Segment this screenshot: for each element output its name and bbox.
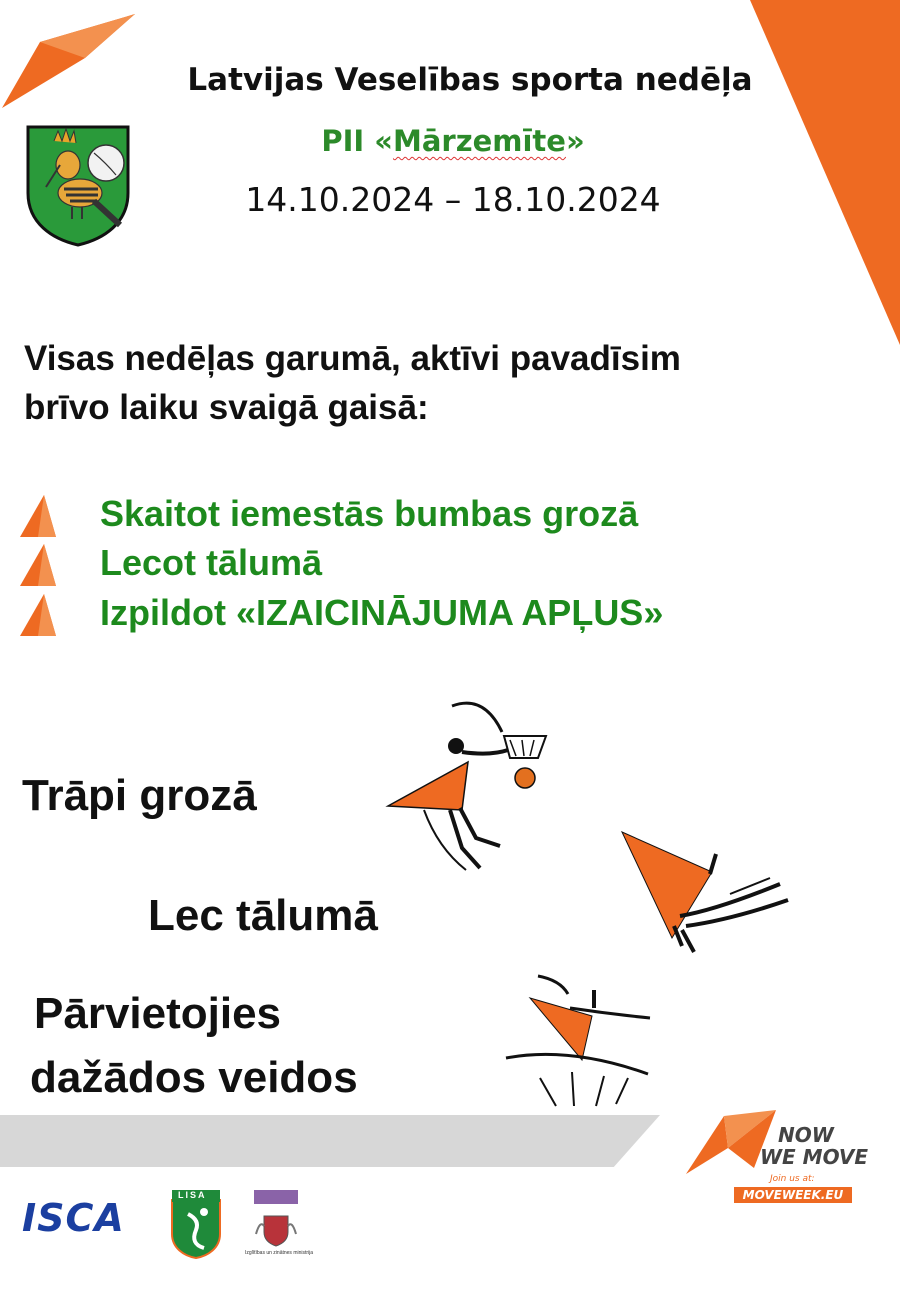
activity-item: Skaitot iemestās bumbas grozā: [100, 493, 639, 534]
nww-line-2: WE MOVE: [760, 1145, 869, 1169]
basketball-player-illustration: [380, 698, 550, 878]
join-us-text: Join us at:: [770, 1174, 815, 1184]
kindergarten-name: [0, 124, 900, 158]
lisa-logo: [170, 1190, 222, 1260]
subtitle-name: Mārzemīte: [392, 124, 566, 158]
bullet-icon: [18, 493, 58, 539]
footer-band: [0, 1115, 660, 1167]
activity-item: Lecot tālumā: [100, 542, 323, 583]
slogan-move-2: dažādos veidos: [30, 1053, 358, 1102]
intro-line-1: Visas nedēļas garumā, aktīvi pavadīsim: [24, 339, 681, 378]
bullet-icon: [18, 542, 58, 588]
now-we-move-text: [760, 1124, 868, 1168]
intro-line-2: brīvo laiku svaigā gaisā:: [24, 388, 429, 427]
orange-diagonal-band: [740, 0, 900, 350]
ministry-logo-bar: [254, 1190, 298, 1204]
slogan-move-1: Pārvietojies: [34, 989, 282, 1038]
moveweek-link[interactable]: MOVEWEEK.EU: [734, 1187, 852, 1203]
ministry-text: Izglītības un zinātnes ministrija: [244, 1250, 314, 1256]
nww-line-1: NOW: [778, 1123, 834, 1147]
long-jump-illustration: [620, 830, 795, 960]
subtitle-prefix: PII «: [321, 124, 393, 158]
slogan-jump: Lec tālumā: [148, 891, 378, 940]
bullet-icon: [18, 592, 58, 638]
subtitle-suffix: »: [565, 124, 585, 158]
isca-logo: ISCA: [22, 1196, 125, 1240]
ministry-coat-of-arms-icon: [254, 1212, 298, 1248]
activity-item: Izpildot «IZAICINĀJUMA APĻUS»: [100, 592, 664, 633]
movement-illustration: [500, 968, 660, 1108]
slogan-hit: Trāpi grozā: [22, 771, 257, 820]
event-dates: 14.10.2024 – 18.10.2024: [245, 180, 661, 219]
intro-text: [24, 334, 874, 432]
lisa-logo-text: LISA: [178, 1190, 207, 1200]
event-title: Latvijas Veselības sporta nedēļa: [187, 62, 753, 98]
